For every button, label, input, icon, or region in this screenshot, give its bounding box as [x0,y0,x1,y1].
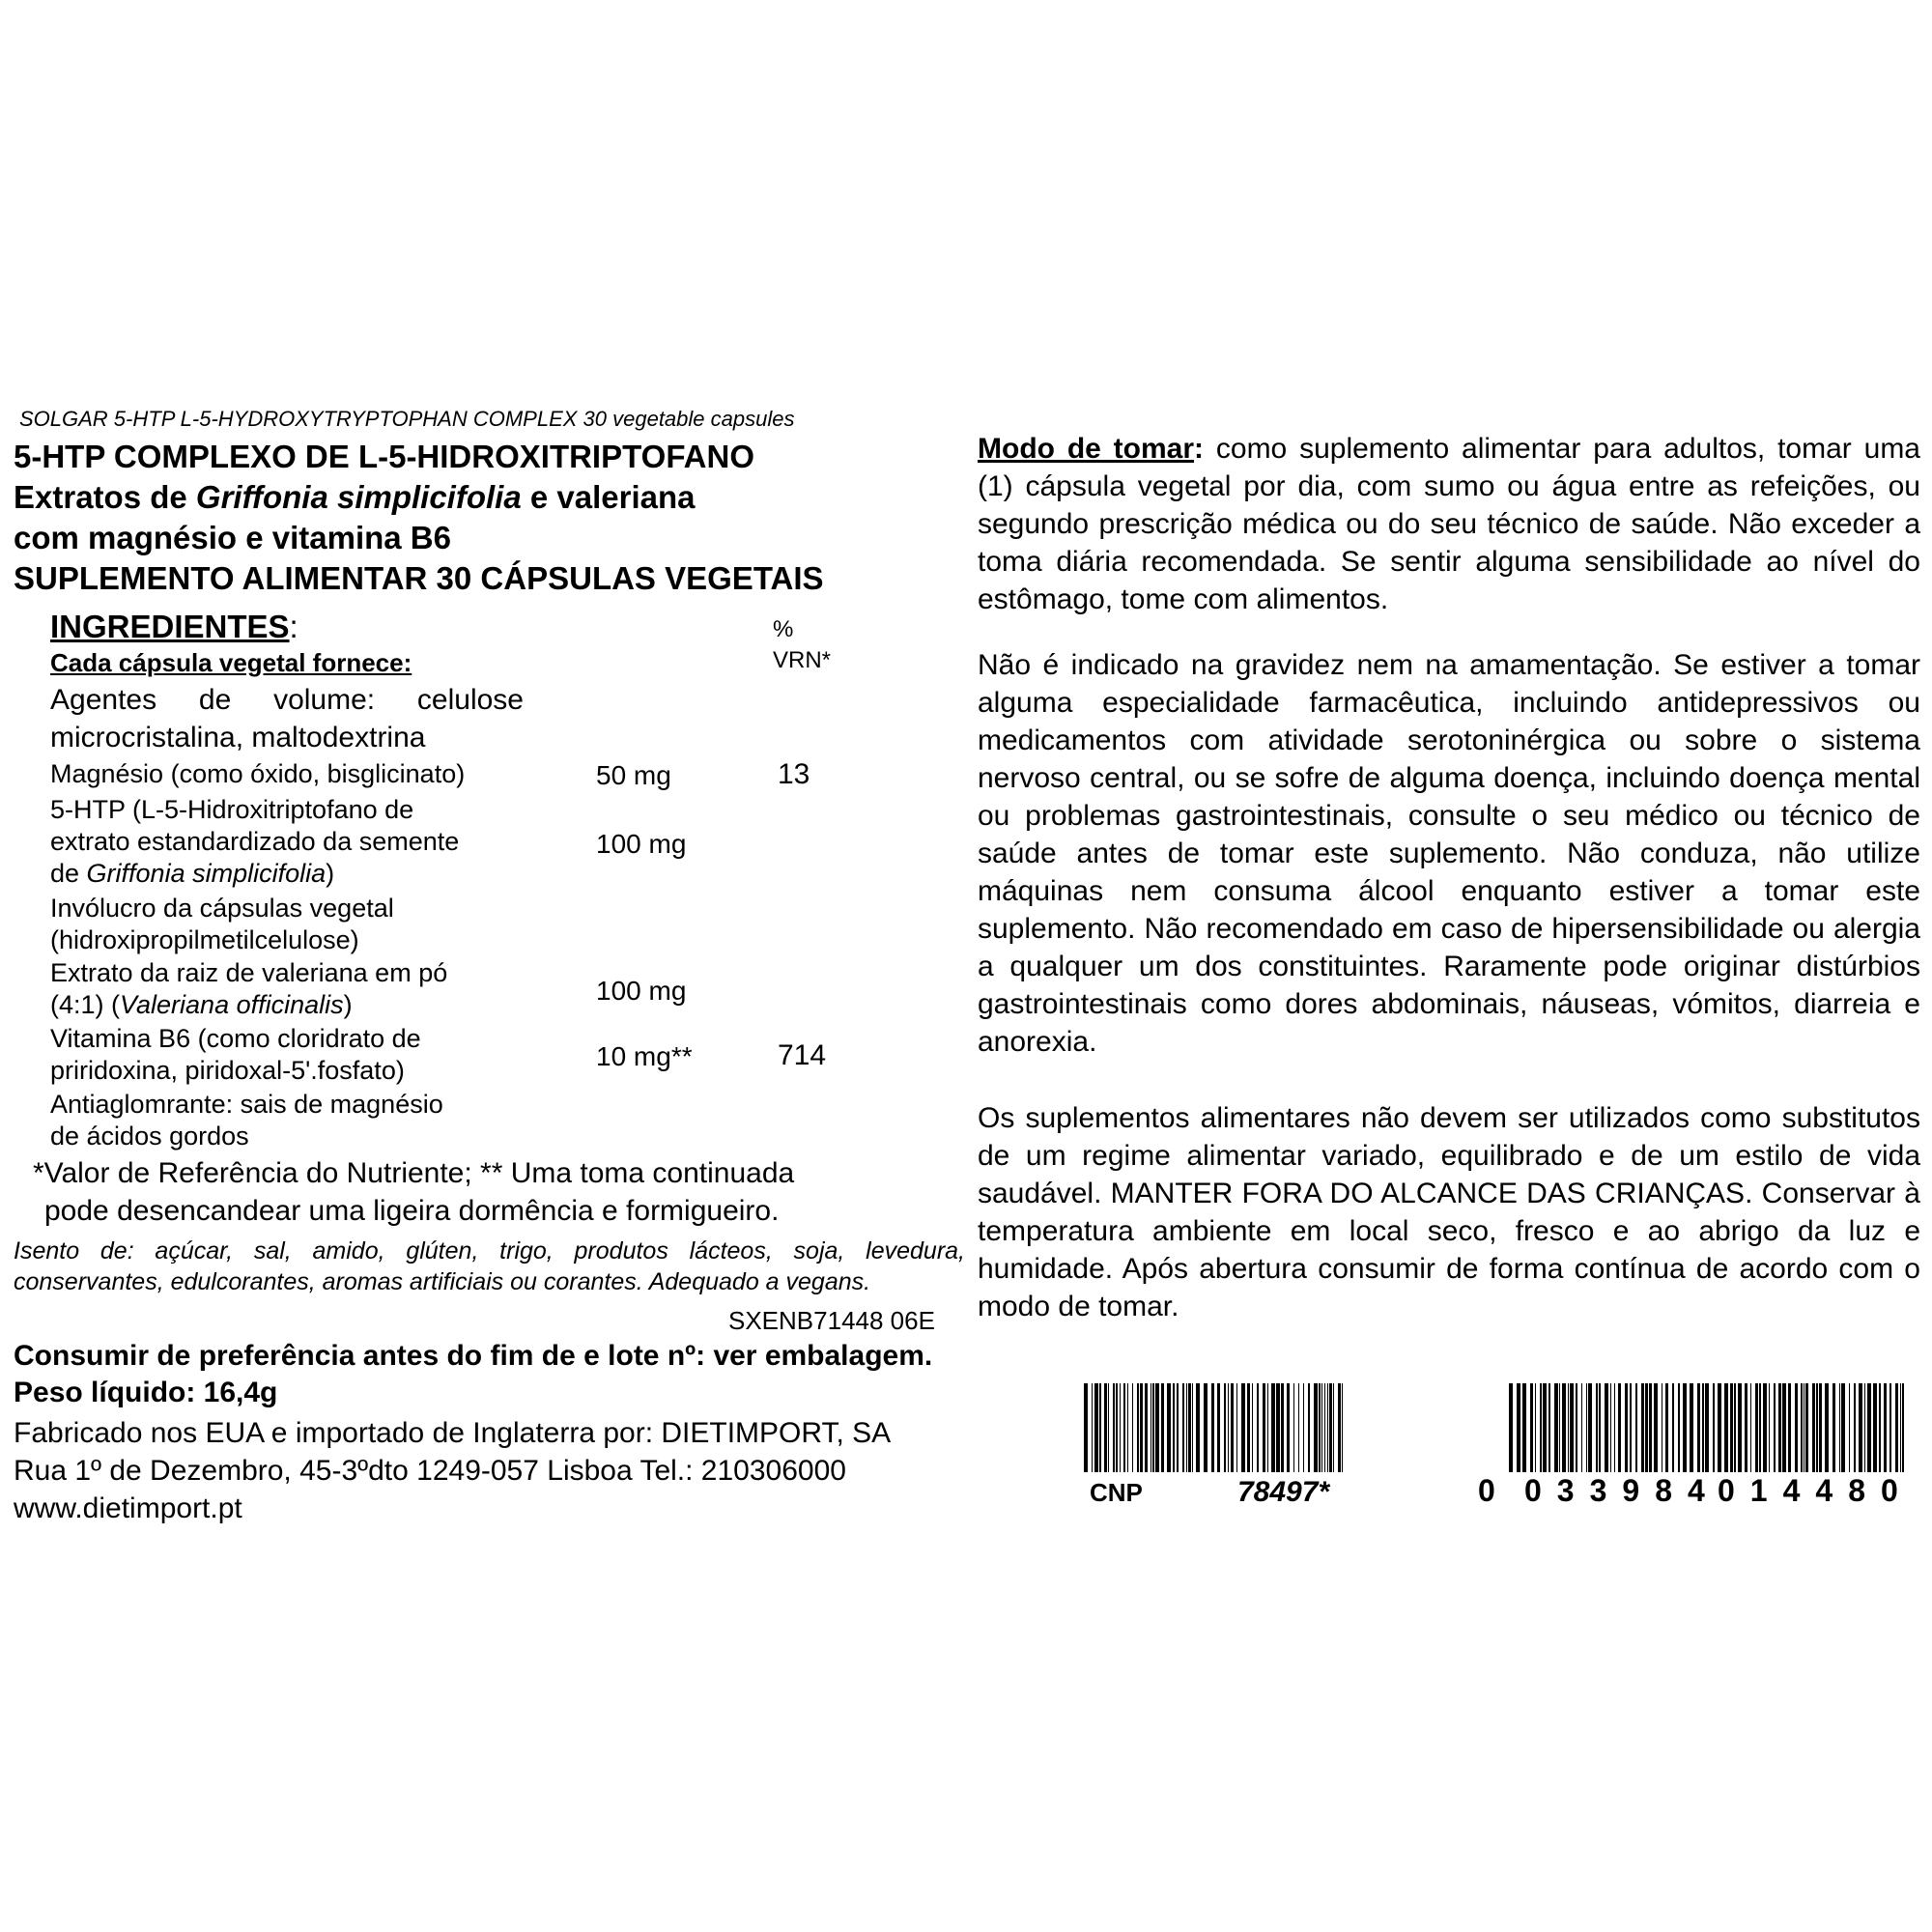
barcode-bar [1889,1383,1891,1472]
barcode-bar [1161,1383,1164,1472]
barcode-bar [1841,1383,1845,1472]
barcode-bar [1859,1383,1862,1472]
vitamin-b6-amount: 10 mg** [596,1041,693,1071]
barcode-bar [1132,1383,1133,1472]
barcode-bar [1263,1383,1265,1472]
barcode-bar [1774,1383,1776,1472]
barcode-bar [1568,1383,1569,1472]
barcode-bar [1196,1383,1200,1472]
barcode-bar [1849,1383,1850,1472]
barcode-bar [1570,1383,1574,1472]
barcode-bar [1211,1383,1214,1472]
barcode-bar [1778,1383,1781,1472]
barcode-bar [1605,1383,1608,1472]
barcode-bar [1099,1383,1101,1472]
barcode-bar [1625,1383,1628,1472]
barcode-bar [1113,1383,1115,1472]
barcode-bar [1182,1383,1184,1472]
vrn-column-header: % VRN* [773,616,832,673]
barcode-bar [1867,1383,1871,1472]
vitamin-b6-vrn: 714 [778,1039,827,1071]
title-line-1: 5-HTP COMPLEXO DE L-5-HIDROXITRIPTOFANO [14,439,755,474]
english-product-title: SOLGAR 5-HTP L-5-HYDROXYTRYPTOPHAN COMPLEX 30 vegetable capsules [19,407,795,431]
barcode-bar [1884,1383,1887,1472]
barcode-bar [1839,1383,1840,1472]
barcode-bar [1654,1383,1658,1472]
barcode-bar [1816,1383,1818,1472]
barcode-bar [1247,1383,1250,1472]
ean-group-2: 014480 [1718,1473,1914,1508]
ingredient-row-capsule-shell: Invólucro da cápsulas vegetal (hidroxipropilmetilcelulose) [50,894,394,954]
title-line-3: com magnésio e vitamina B6 [14,520,451,555]
barcode-bar [1314,1383,1318,1472]
barcode-bar [1635,1383,1637,1472]
barcode-bar [1308,1383,1310,1472]
barcode-bar [1665,1383,1668,1472]
ingredients-subheading: Cada cápsula vegetal fornece: [50,648,412,677]
ingredient-row-5htp: 5-HTP (L-5-Hidroxitriptofano de extrato estandardizado da semente de Griffonia simplicifolia) [50,795,460,888]
barcode-bar [1319,1383,1321,1472]
barcode-bar [1252,1383,1253,1472]
barcode-bar [1271,1383,1275,1472]
barcode-bar [1562,1383,1566,1472]
barcode-bar [1825,1383,1829,1472]
barcode-bar [1145,1383,1148,1472]
barcode-bar [1596,1383,1598,1472]
barcode-bar [1287,1383,1290,1472]
ean-lead-digit: 0 [1478,1473,1495,1508]
barcode-bar [1321,1383,1322,1472]
barcode-bar [1581,1383,1582,1472]
barcode-bar [1864,1383,1865,1472]
5htp-amount: 100 mg [596,829,687,859]
barcode-bar [1618,1383,1621,1472]
barcode-bar [1759,1383,1761,1472]
barcode-bar [1614,1383,1615,1472]
barcode-bar [1167,1383,1171,1472]
barcode-bar [1293,1383,1294,1472]
barcode-bar [1641,1383,1644,1472]
cnp-barcode [1082,1383,1345,1472]
website-link[interactable]: www.dietimport.pt [14,1492,242,1524]
barcode-bar [1257,1383,1259,1472]
barcode-bar [1672,1383,1674,1472]
barcode-bar [1188,1383,1191,1472]
barcode-bar [1104,1383,1107,1472]
barcode-bar [1769,1383,1770,1472]
barcode-bar [1738,1383,1742,1472]
barcode-bar [1683,1383,1687,1472]
barcode-bar [1108,1383,1109,1472]
directions-of-use: Modo de tomar: como suplemento alimentar para adultos, tomar uma (1) cápsula vegetal por dia, com sumo ou água entre as refeições, ou segundo prescrição médica ou do seu técnico de saúde. Não exceder a toma diária recomendada. Se sentir alguma sensibilidade ao nível do estômago, tome com alimentos. [978,433,1920,615]
barcode-bar [1155,1383,1159,1472]
general-notice: Os suplementos alimentares não devem ser utilizados como substitutos de um regime alimentar variado, equilibrado e de um estilo de vida saudável. MANTER FORA DO ALCANCE DAS CRIANÇAS. Conservar à temperatura ambiente em local seco, fresco e ao abrigo da luz e humidade. Após abertura consumir de forma contínua de acordo com o modo de tomar. [978,1102,1920,1322]
barcode-bar [1702,1383,1704,1472]
barcode-bar [1267,1383,1268,1472]
ingredient-row-bulking-agents: Agentes de volume: celulose microcristalina, maltodextrina [50,684,524,753]
barcode-bar [1137,1383,1139,1472]
barcode-bar [1123,1383,1125,1472]
barcode-bar [1705,1383,1709,1472]
barcode-bar [1902,1383,1904,1472]
barcode-bar [1517,1383,1520,1472]
barcode-bar [1509,1383,1513,1472]
barcode-bar [1116,1383,1118,1472]
barcode-bar [1303,1383,1304,1472]
magnesium-amount: 50 mg [596,760,671,790]
barcode-bar [1586,1383,1587,1472]
free-from-statement: Isento de: açúcar, sal, amido, glúten, trigo, produtos lácteos, soja, levedura, conservantes, edulcorantes, aromas artificiais ou corantes. Adequado a vegans. [14,1237,965,1295]
barcode-bar [1805,1383,1808,1472]
barcode-bar [1186,1383,1187,1472]
barcode-bar [1084,1383,1088,1472]
ingredients-heading: INGREDIENTES: [50,609,298,644]
barcode-bar [1559,1383,1560,1472]
barcode-bar [1298,1383,1299,1472]
barcode-bar [1763,1383,1767,1472]
barcode-bar [1854,1383,1856,1472]
barcode-bar [1697,1383,1700,1472]
barcode-bar [1094,1383,1098,1472]
barcode-bar [1833,1383,1835,1472]
barcode-bar [1228,1383,1229,1472]
barcode-bar [1718,1383,1721,1472]
ean-barcode [1507,1383,1906,1472]
barcode-bar [1543,1383,1547,1472]
barcode-bar [1554,1383,1558,1472]
barcode-bar [1173,1383,1175,1472]
barcode-bar [1224,1383,1226,1472]
barcode-bar [1812,1383,1815,1472]
magnesium-vrn: 13 [778,758,810,790]
barcode-bar [1236,1383,1237,1472]
barcode-bar [1241,1383,1245,1472]
product-title-block [14,437,970,599]
barcode-bar [1540,1383,1542,1472]
barcode-bar [1576,1383,1577,1472]
barcode-bar [1192,1383,1193,1472]
barcode-bar [1338,1383,1341,1472]
barcode-bar [1231,1383,1234,1472]
barcode-bar [1724,1383,1728,1472]
ingredient-row-vitamin-b6: Vitamina B6 (como cloridrato de priridoxina, piridoxal-5'.fosfato) [50,1024,421,1085]
title-line-2: Extratos de Griffonia simplicifolia e valeriana [14,479,696,515]
barcode-bar [1713,1383,1715,1472]
barcode-bar [1120,1383,1121,1472]
barcode-bar [1879,1383,1881,1472]
barcode-bar [1782,1383,1786,1472]
barcode-bar [1690,1383,1693,1472]
ingredient-row-magnesium: Magnésio (como óxido, bisglicinato) [50,759,466,788]
vrn-footnote: *Valor de Referência do Nutriente; ** Uma toma continuada pode desencandear uma ligeira dormência e formigueiro. [33,1157,795,1227]
cnp-label: CNP [1090,1478,1143,1507]
ingredient-row-anticaking: Antiaglomrante: sais de magnésio de ácidos gordos [50,1090,443,1151]
barcode-bar [1140,1383,1143,1472]
barcode-bar [1522,1383,1526,1472]
barcode-bar [1795,1383,1798,1472]
barcode-bar [1281,1383,1284,1472]
lot-code: SXENB71448 06E [728,1306,935,1335]
barcode-bar [1327,1383,1328,1472]
barcode-bar [1788,1383,1791,1472]
barcode-bar [1801,1383,1803,1472]
barcode-bar [1127,1383,1128,1472]
barcode-bar [1750,1383,1751,1472]
barcode-bar [1588,1383,1592,1472]
barcode-bar [1217,1383,1220,1472]
barcode-bar [1535,1383,1536,1472]
barcode-bar [1548,1383,1550,1472]
barcode-bar [1610,1383,1611,1472]
barcode-bar [1276,1383,1280,1472]
barcode-bar [1333,1383,1334,1472]
barcode-bar [1819,1383,1822,1472]
barcode-bar [1730,1383,1733,1472]
barcode-bar [1678,1383,1680,1472]
cnp-number: 78497* [1237,1476,1330,1508]
ingredient-row-valerian: Extrato da raiz de valeriana em pó (4:1) (Valeriana officinalis) [50,958,448,1019]
title-line-4: SUPLEMENTO ALIMENTAR 30 CÁPSULAS VEGETAIS [14,560,824,596]
barcode-bar [1734,1383,1736,1472]
barcode-bar [1645,1383,1648,1472]
valerian-amount: 100 mg [596,976,687,1006]
barcode-bar [1092,1383,1093,1472]
barcode-bar [1329,1383,1332,1472]
barcode-bar [1599,1383,1601,1472]
barcode-bar [1530,1383,1533,1472]
barcode-bar [1873,1383,1877,1472]
manufacturer-info: Fabricado nos EUA e importado de Inglaterra por: DIETIMPORT, SA Rua 1º de Dezembro, 45-3ºdto 1249-057 Lisboa Tel.: 210306000 www.dietimport.pt [14,1414,999,1527]
ean-group-1: 033984 [1524,1473,1720,1508]
barcode-bar [1649,1383,1652,1472]
barcode-bar [1900,1383,1901,1472]
warnings-text: Não é indicado na gravidez nem na amamentação. Se estiver a tomar alguma especialidade farmacêutica, incluindo antidepressivos ou medicamentos com atividade serotoninérgica ou sobre o sistema nervoso central, ou se sofre de alguma doença, incluindo doença mental ou problemas gastrointestinais, consulte o seu médico ou técnico de saúde antes de tomar este suplemento. Não conduza, não utilize máquinas nem consuma álcool enquanto estiver a tomar este suplemento. Não recomendado em caso de hipersensibilidade ou alergia a qualquer um dos constituintes. Raramente pode originar distúrbios gastrointestinais como dores abdominais, náuseas, vómitos, diarreia e anorexia. [978,649,1920,1058]
best-before-and-net-weight: Consumir de preferência antes do fim de e lote nº: ver embalagem. Peso líquido: 16,4g [14,1340,933,1408]
barcode-bar [1755,1383,1758,1472]
barcode-bar [1630,1383,1632,1472]
barcode-bar [1204,1383,1208,1472]
barcode-bar [1177,1383,1179,1472]
barcode-bar [1342,1383,1343,1472]
barcode-bar [1152,1383,1154,1472]
barcode-bar [1745,1383,1747,1472]
barcode-bar [1324,1383,1325,1472]
barcode-bar [1895,1383,1898,1472]
